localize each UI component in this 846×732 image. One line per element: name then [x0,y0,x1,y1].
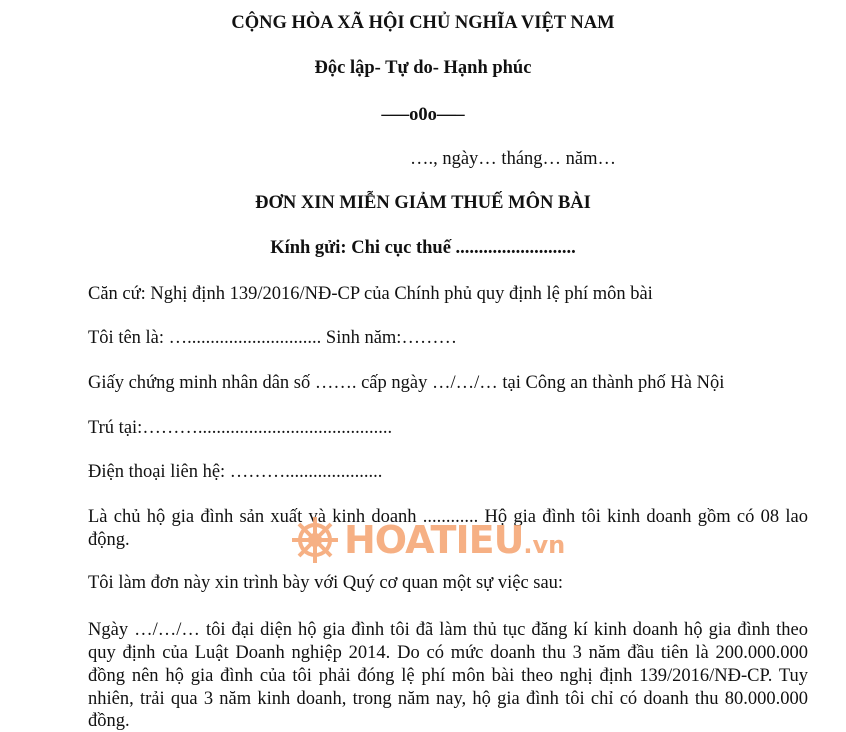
details-line: nhiên, trải qua 3 năm kinh doanh, trong năm nay, hộ gia đình tôi chỉ có doanh thu 80.000.000 [88,689,808,709]
document-title: ĐƠN XIN MIỄN GIẢM THUẾ MÔN BÀI [255,193,591,213]
motto: Độc lập- Tự do- Hạnh phúc [314,58,532,78]
watermark [290,515,565,565]
watermark-suffix: .vn [523,531,566,559]
phone-line: Điện thoại liên hệ: ………..................... [88,462,383,482]
watermark-brand: HOATIEU [344,518,524,562]
owner-line: động. [88,530,130,550]
details-line: quy định của Luật Doanh nghiệp 2014. Do có mức doanh thu 3 năm đầu tiên là 200.000.000 [88,643,808,663]
intro-line: Tôi làm đơn này xin trình bày với Quý cơ quan một sự việc sau: [88,573,564,593]
details-line: Ngày …/…/… tôi đại diện hộ gia đình tôi đã làm thủ tục đăng kí kinh doanh hộ gia đình theo [88,620,808,640]
name-line: Tôi tên là: …............................. Sinh năm:……… [88,328,457,348]
recipient: Kính gửi: Chi cục thuế .......................... [270,238,576,258]
id-line: Giấy chứng minh nhân dân số ……. cấp ngày …/…/… tại Công an thành phố Hà Nội [88,373,725,393]
basis-line: Căn cứ: Nghị định 139/2016/NĐ-CP của Chính phủ quy định lệ phí môn bài [88,284,653,304]
owner-line: Là chủ hộ gia đình sản xuất và kinh doanh ............ Hộ gia đình tôi kinh doanh gồm có 08 lao [88,507,808,527]
nation-heading: CỘNG HÒA XÃ HỘI CHỦ NGHĨA VIỆT NAM [231,13,615,33]
ship-wheel-icon [290,515,340,565]
date-line: …., ngày… tháng… năm… [409,149,617,169]
separator: –—o0o—– [381,105,465,125]
residence-line: Trú tại:……….......................................... [88,418,393,438]
details-line: đồng. [88,711,130,731]
details-line: đồng nên hộ gia đình của tôi phải đóng lệ phí môn bài theo nghị định 139/2016/NĐ-CP. Tuy [88,666,808,686]
